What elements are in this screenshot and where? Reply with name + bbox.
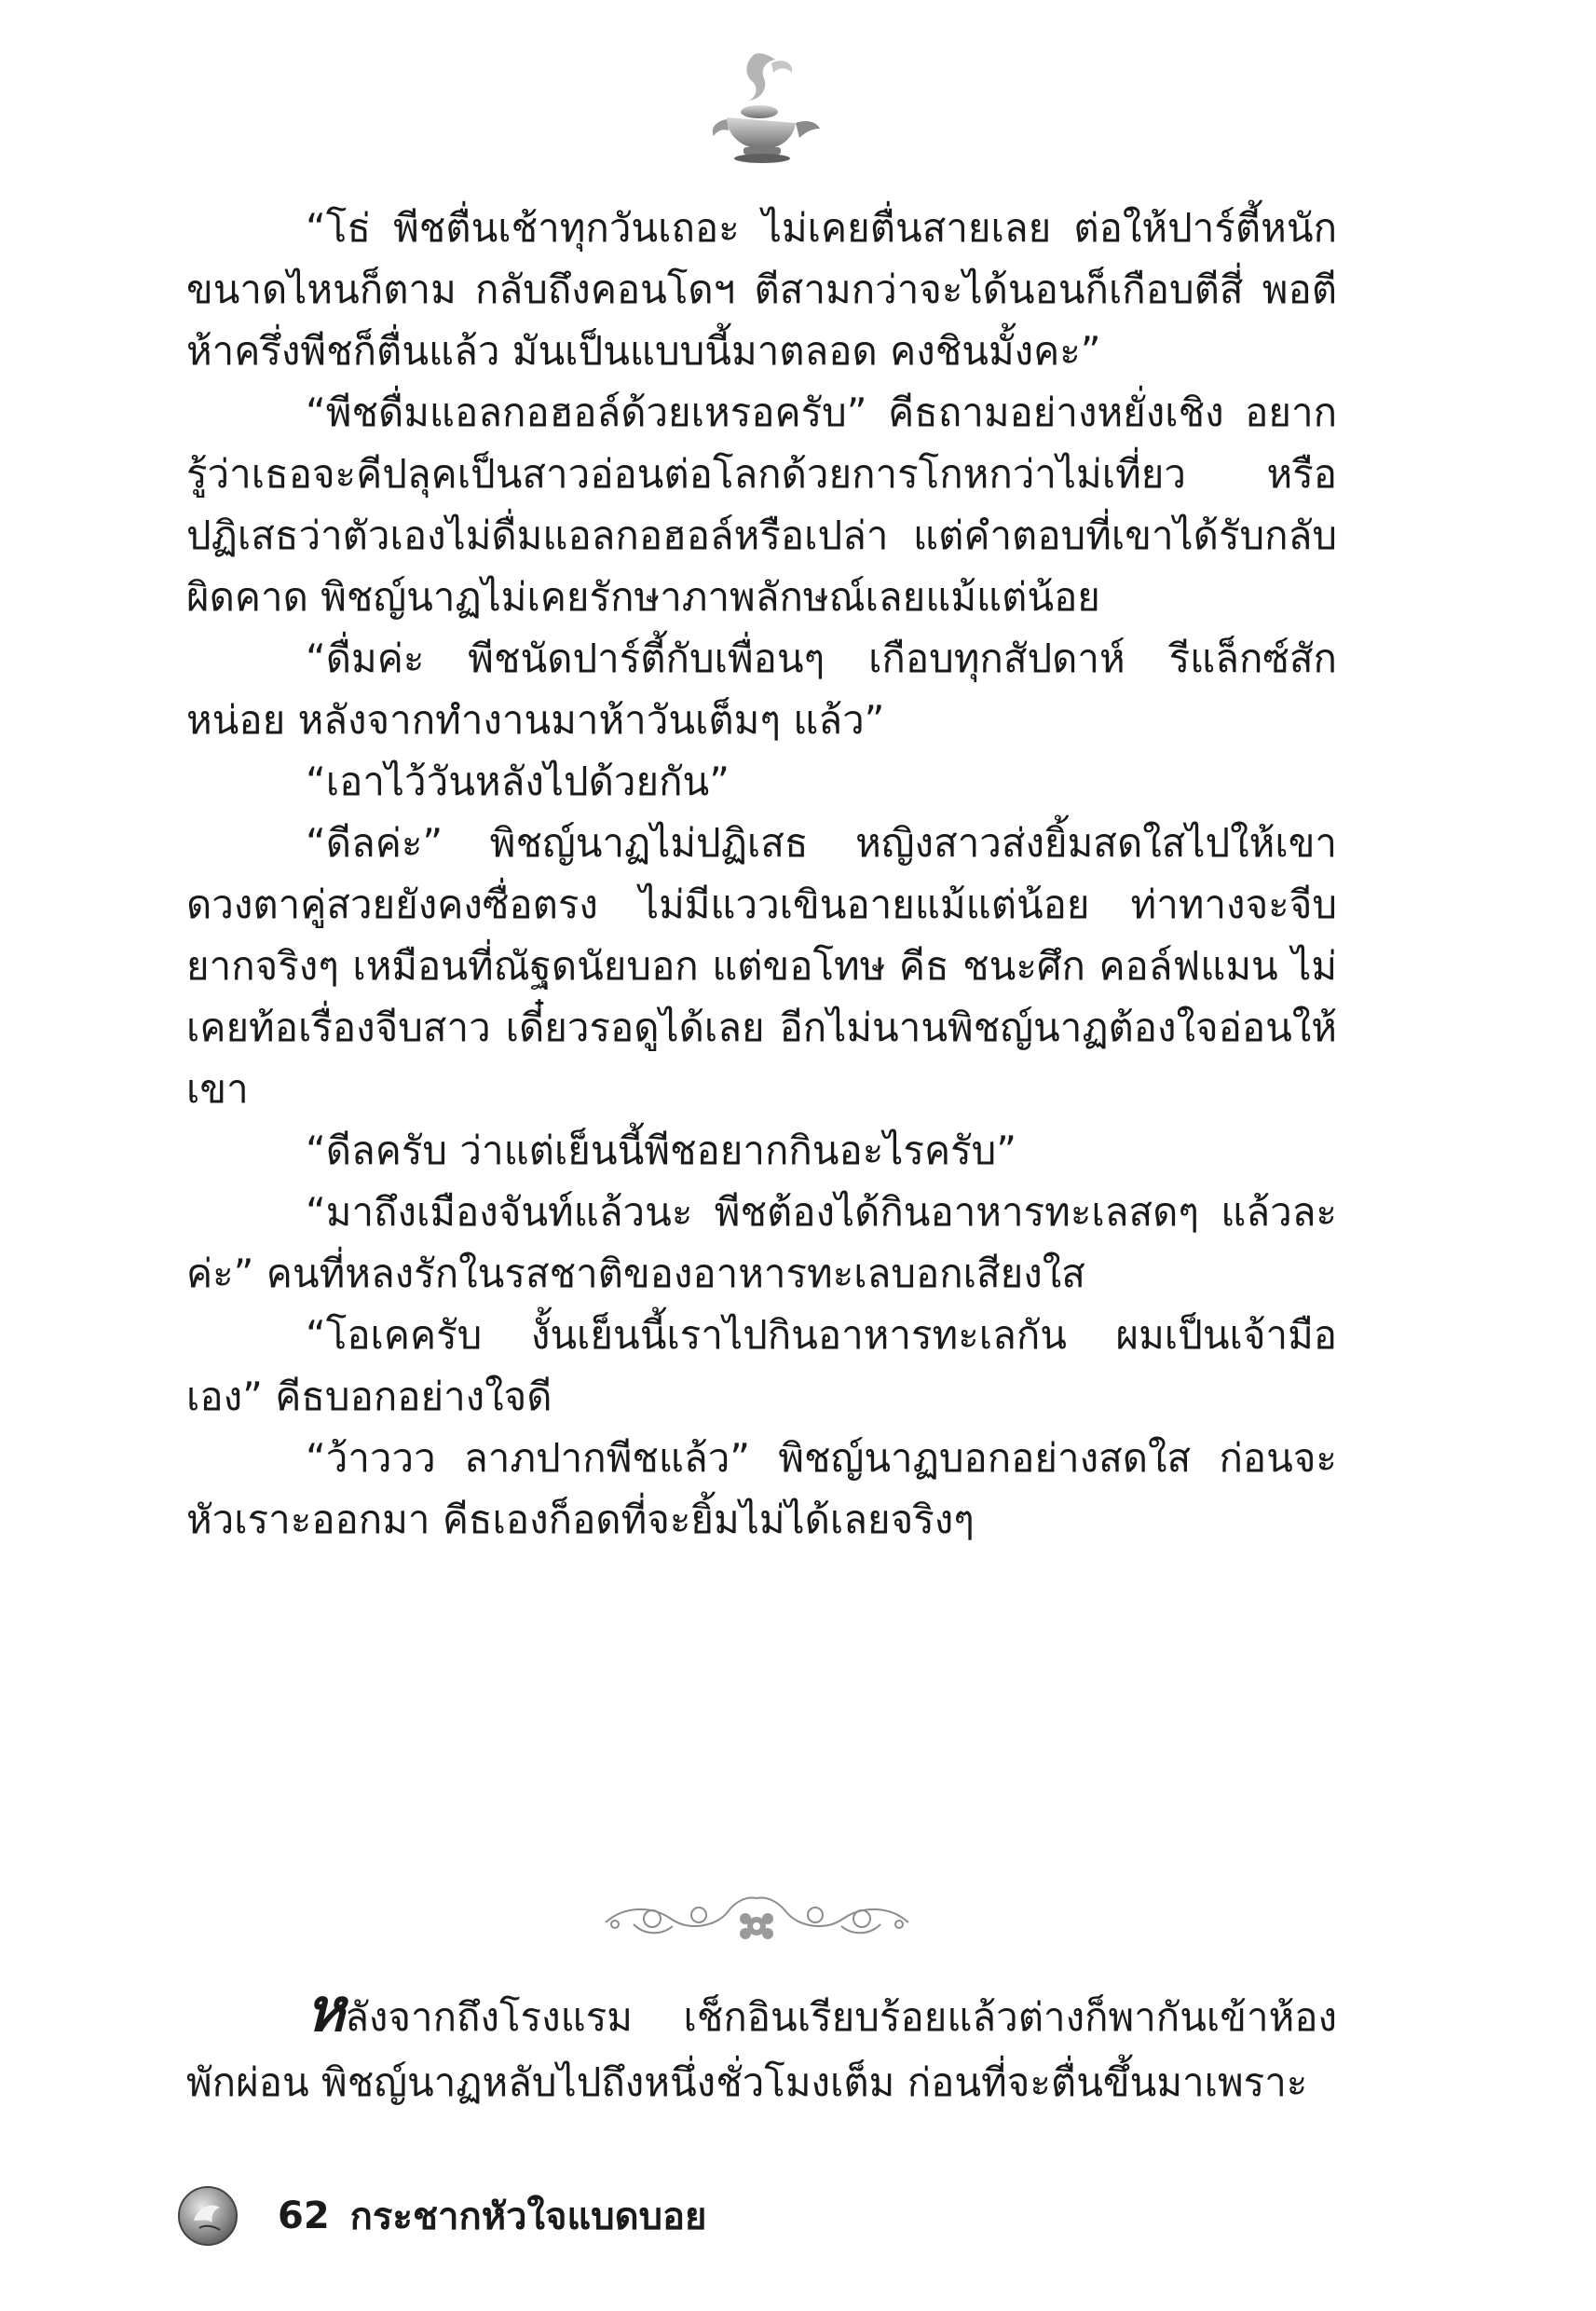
paragraph [186, 1976, 1337, 2115]
paragraph: “ดีลครับ ว่าแต่เย็นนี้พีชอยากกินอะไรครับ” [306, 1128, 1017, 1173]
paragraph: “ดื่มค่ะ พีชนัดปาร์ตี้กับเพื่อนๆ เกือบทุกสัปดาห์ รีแล็กซ์สักหน่อย หลังจากทำงานมาห้าวันเต็มๆ แล้ว” [186, 636, 1337, 743]
paragraph-text: ลังจากถึงโรงแรม เช็กอินเรียบร้อยแล้วต่างก็พากันเข้าห้องพักผ่อน พิชญ์นาฏหลับไปถึงหนึ่งชั่วโมงเต็ม ก่อนที่จะตื่นขึ้นมาเพราะ [186, 1994, 1337, 2105]
paragraph: “โธ่ พีชตื่นเช้าทุกวันเถอะ ไม่เคยตื่นสายเลย ต่อให้ปาร์ตี้หนัก ขนาดไหนก็ตาม กลับถึงคอนโดฯ ตีสามกว่าจะได้นอนก็เกือบตีสี่ พอตีห้าครึ่งพีชก็ตื่นแล้ว มันเป็นแบบนี้มาตลอด คงชินมั้งคะ” [186, 205, 1337, 374]
section-two-text [186, 1976, 1337, 2115]
paragraph: “พีชดื่มแอลกอฮอล์ด้วยเหรอครับ” คีธถามอย่างหยั่งเชิง อยากรู้ว่าเธอจะคีปลุคเป็นสาวอ่อนต่อโลกด้วยการโกหกว่าไม่เที่ยว หรือปฏิเสธว่าตัวเองไม่ดื่มแอลกอฮอล์หรือเปล่า แต่คำตอบที่เขาได้รับกลับผิดคาด พิชญ์นาฏไม่เคยรักษาภาพลักษณ์เลยแม้แต่น้อย [186, 390, 1337, 620]
page-number: 62 [278, 2195, 330, 2237]
floral-divider-icon [596, 1878, 918, 1952]
paragraph: “มาถึงเมืองจันท์แล้วนะ พีชต้องได้กินอาหารทะเลสดๆ แล้วละค่ะ” คนที่หลงรักในรสชาติของอาหารทะเลบอกเสียงใส [186, 1189, 1337, 1296]
paragraph: “เอาไว้วันหลังไปด้วยกัน” [306, 759, 730, 804]
page-footer [177, 2179, 829, 2253]
paragraph: “ดีลค่ะ” พิชญ์นาฏไม่ปฏิเสธ หญิงสาวส่งยิ้มสดใสไปให้เขา ดวงตาคู่สวยยังคงซื่อตรง ไม่มีแววเขินอายแม้แต่น้อย ท่าทางจะจีบยากจริงๆ เหมือนที่ณัฐดนัยบอก แต่ขอโทษ คีธ ชนะศึก คอล์ฟแมน ไม่เคยท้อเรื่องจีบสาว เดี๋ยวรอดูได้เลย อีกไม่นานพิชญ์นาฏต้องใจอ่อนให้เขา [186, 820, 1337, 1112]
chapter-text [186, 198, 1337, 1551]
coin-emblem-icon [177, 2185, 239, 2247]
paragraph: “โอเคครับ งั้นเย็นนี้เราไปกินอาหารทะเลกัน ผมเป็นเจ้ามือเอง” คีธบอกอย่างใจดี [186, 1312, 1337, 1419]
book-title: กระชากหัวใจแบดบอย [349, 2195, 707, 2238]
drop-initial: ห [306, 1976, 346, 2045]
genie-lamp-icon [689, 45, 829, 166]
paragraph: “ว้าววว ลาภปากพีชแล้ว” พิชญ์นาฏบอกอย่างสดใส ก่อนจะหัวเราะออกมา คีธเองก็อดที่จะยิ้มไม่ได้เลยจริงๆ [186, 1435, 1337, 1542]
